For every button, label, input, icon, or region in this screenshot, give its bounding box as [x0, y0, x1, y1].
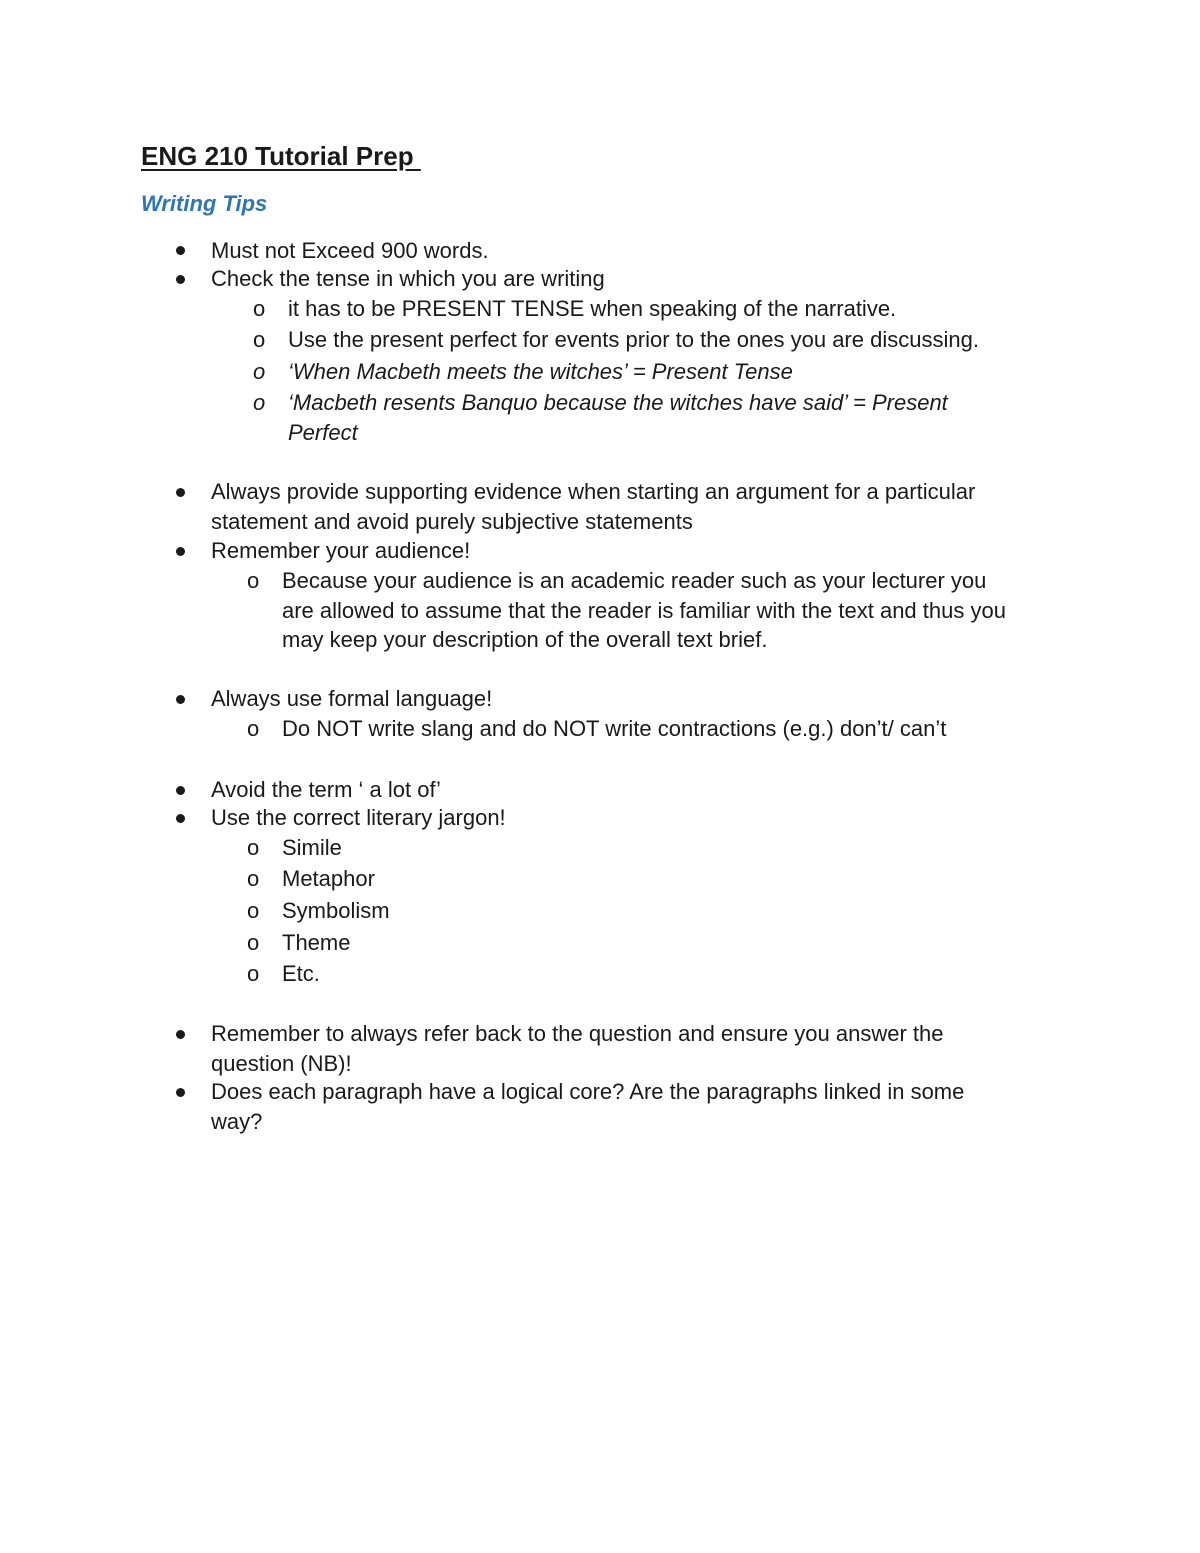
sub-bullet-marker: o [247, 961, 260, 986]
sub-bullet-marker: o [247, 930, 260, 955]
sub-bullet-marker: o [247, 835, 260, 860]
list-item-continuation: question (NB)! [211, 1051, 352, 1076]
sub-bullet-marker: o [253, 327, 266, 352]
sub-list-item: Etc. [282, 961, 320, 986]
bullet-icon [176, 547, 185, 556]
list-item: Must not Exceed 900 words. [211, 238, 489, 263]
sub-list-item: Because your audience is an academic reader such as your lecturer you [282, 568, 987, 593]
sub-bullet-marker: o [247, 898, 260, 923]
sub-list-item-continuation: are allowed to assume that the reader is familiar with the text and thus you [282, 598, 1006, 623]
sub-bullet-marker: o [247, 568, 260, 593]
document-title: ENG 210 Tutorial Prep [141, 141, 421, 171]
sub-list-item: ‘Macbeth resents Banquo because the witches have said’ = Present [288, 390, 948, 415]
sub-list-item: ‘When Macbeth meets the witches’ = Present Tense [288, 359, 793, 384]
list-item-continuation: way? [211, 1109, 263, 1134]
bullet-icon [176, 1088, 185, 1097]
sub-list-item: Symbolism [282, 898, 390, 923]
list-item: Always provide supporting evidence when starting an argument for a particular [211, 479, 976, 504]
sub-list-item: Use the present perfect for events prior to the ones you are discussing. [288, 327, 979, 352]
sub-bullet-marker: o [247, 716, 260, 741]
bullet-icon [176, 786, 185, 795]
sub-list-item: Simile [282, 835, 342, 860]
list-item-continuation: statement and avoid purely subjective statements [211, 509, 693, 534]
sub-bullet-marker: o [247, 866, 260, 891]
list-item: Remember your audience! [211, 538, 471, 563]
sub-list-item: it has to be PRESENT TENSE when speaking of the narrative. [288, 296, 897, 321]
bullet-icon [176, 275, 185, 284]
list-item: Check the tense in which you are writing [211, 266, 605, 291]
bullet-icon [176, 814, 185, 823]
sub-list-item-continuation: Perfect [288, 420, 358, 445]
bullet-icon [176, 695, 185, 704]
sub-list-item: Do NOT write slang and do NOT write contractions (e.g.) don’t/ can’t [282, 716, 947, 741]
sub-list-item-continuation: may keep your description of the overall text brief. [282, 627, 768, 652]
list-item: Always use formal language! [211, 686, 493, 711]
sub-bullet-marker: o [253, 390, 266, 415]
list-item: Does each paragraph have a logical core? Are the paragraphs linked in some [211, 1079, 965, 1104]
section-heading: Writing Tips [141, 191, 268, 216]
sub-list-item: Theme [282, 930, 351, 955]
bullet-icon [176, 1030, 185, 1039]
sub-list-item: Metaphor [282, 866, 375, 891]
bullet-icon [176, 488, 185, 497]
list-item: Remember to always refer back to the question and ensure you answer the [211, 1021, 944, 1046]
list-item: Use the correct literary jargon! [211, 805, 506, 830]
list-item: Avoid the term ‘ a lot of’ [211, 777, 441, 802]
sub-bullet-marker: o [253, 296, 266, 321]
bullet-icon [176, 246, 185, 255]
sub-bullet-marker: o [253, 359, 266, 384]
